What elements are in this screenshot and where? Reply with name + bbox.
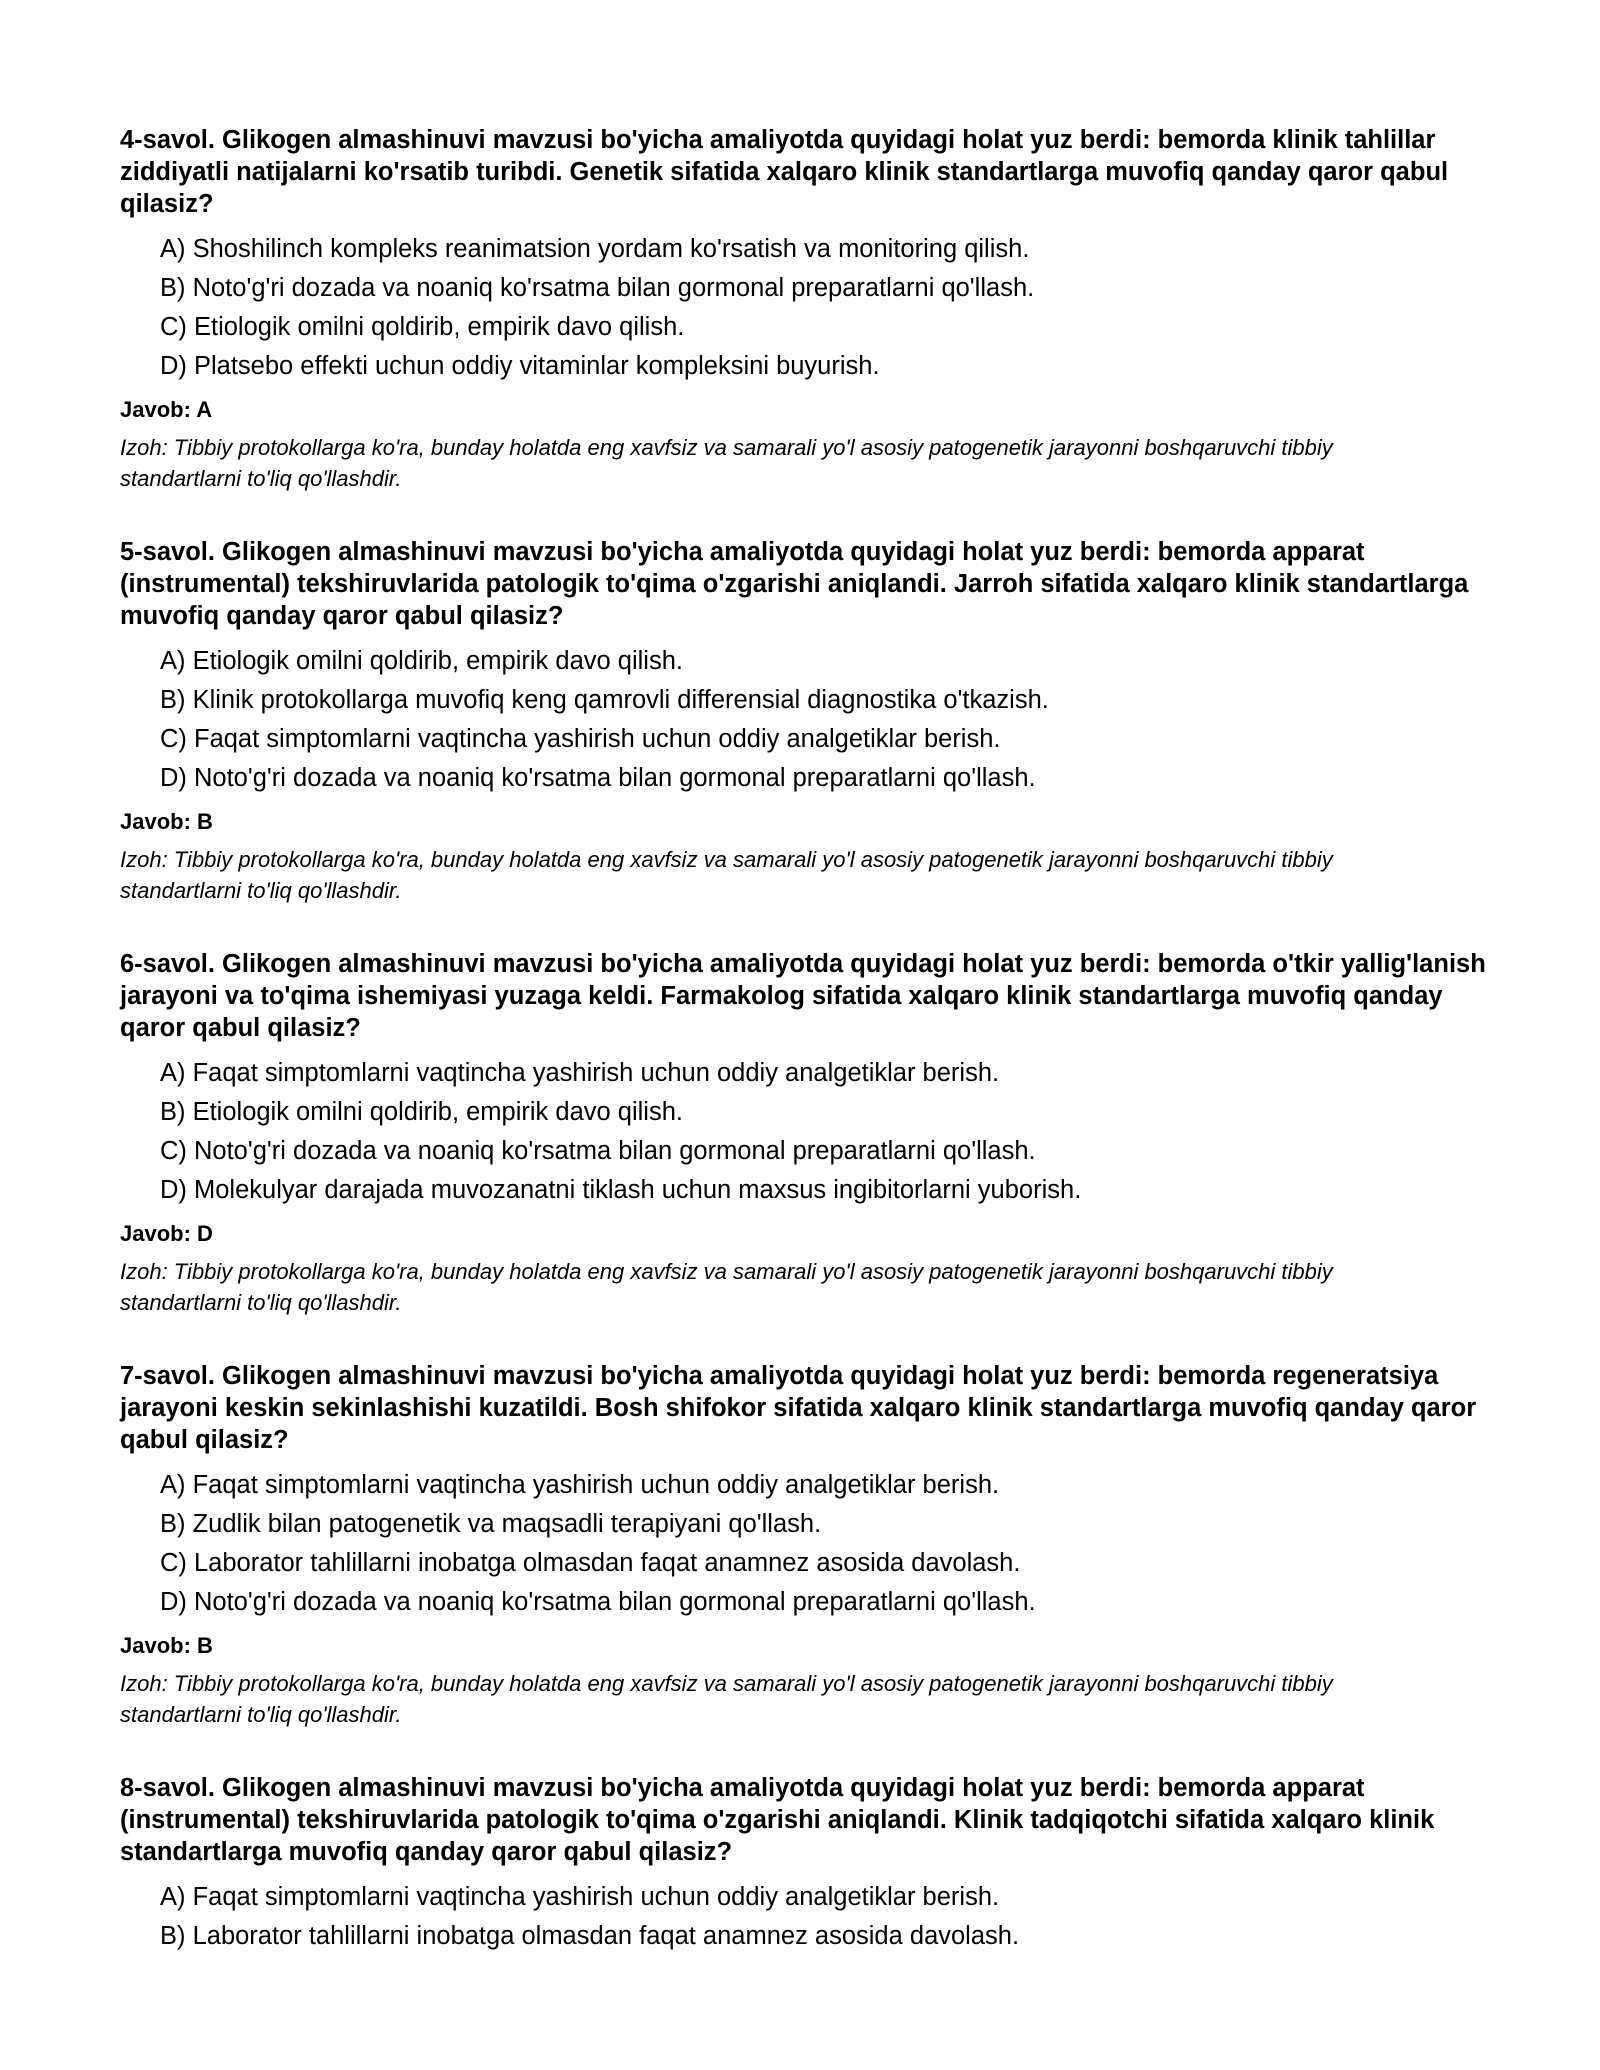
option-c: C) Etiologik omilni qoldirib, empirik davo qilish. [160,313,685,341]
option-a: A) Faqat simptomlarni vaqtincha yashirish uchun oddiy analgetiklar berish. [160,1059,1000,1087]
answer-text: Javob: B [120,809,213,834]
option-c: C) Noto'g'ri dozada va noaniq ko'rsatma bilan gormonal preparatlarni qo'llash. [160,1137,1036,1165]
question-block [120,124,1500,494]
explanation-note: Izoh: Tibbiy protokollarga ko'ra, bunday holatda eng xavfsiz va samarali yo'l asosiy patogenetik jarayonni boshqaruvchi tibbiy standartlarni to'liq qo'llashdir. [120,1259,1333,1315]
explanation-note: Izoh: Tibbiy protokollarga ko'ra, bunday holatda eng xavfsiz va samarali yo'l asosiy patogenetik jarayonni boshqaruvchi tibbiy standartlarni to'liq qo'llashdir. [120,435,1333,491]
question-text: 6-savol. Glikogen almashinuvi mavzusi bo'yicha amaliyotda quyidagi holat yuz berdi: bemorda o'tkir yallig'lanish jarayoni va to'qima ishemiyasi yuzaga keldi. Farmakolog sifatida xalqaro klinik standartlarga muvofiq qanday qaror qabul qilasiz? [120,950,1486,1042]
option-b: B) Klinik protokollarga muvofiq keng qamrovli differensial diagnostika o'tkazish. [160,686,1049,714]
question-block [120,948,1500,1318]
answer-text: Javob: A [120,397,213,422]
explanation-note: Izoh: Tibbiy protokollarga ko'ra, bunday holatda eng xavfsiz va samarali yo'l asosiy patogenetik jarayonni boshqaruvchi tibbiy standartlarni to'liq qo'llashdir. [120,847,1333,903]
answer-text: Javob: B [120,1633,213,1658]
option-d: D) Noto'g'ri dozada va noaniq ko'rsatma bilan gormonal preparatlarni qo'llash. [160,764,1036,792]
answer-text: Javob: D [120,1221,213,1246]
option-d: D) Platsebo effekti uchun oddiy vitaminlar kompleksini buyurish. [160,352,880,380]
option-a: A) Faqat simptomlarni vaqtincha yashirish uchun oddiy analgetiklar berish. [160,1471,1000,1499]
question-block [120,1772,1500,1956]
option-b: B) Zudlik bilan patogenetik va maqsadli terapiyani qo'llash. [160,1510,822,1538]
options-list [120,1466,1500,1622]
question-text: 7-savol. Glikogen almashinuvi mavzusi bo'yicha amaliyotda quyidagi holat yuz berdi: bemorda regeneratsiya jarayoni keskin sekinlashishi kuzatildi. Bosh shifokor sifatida xalqaro klinik standartlarga muvofiq qanday qaror qabul qilasiz? [120,1362,1477,1454]
option-b: B) Laborator tahlillarni inobatga olmasdan faqat anamnez asosida davolash. [160,1922,1020,1950]
question-text: 5-savol. Glikogen almashinuvi mavzusi bo'yicha amaliyotda quyidagi holat yuz berdi: bemorda apparat (instrumental) tekshiruvlarida patologik to'qima o'zgarishi aniqlandi. Jarroh sifatida xalqaro klinik standartlarga muvofiq qanday qaror qabul qilasiz? [120,538,1469,630]
option-a: A) Faqat simptomlarni vaqtincha yashirish uchun oddiy analgetiklar berish. [160,1883,1000,1911]
option-c: C) Faqat simptomlarni vaqtincha yashirish uchun oddiy analgetiklar berish. [160,725,1001,753]
options-list [120,642,1500,798]
option-d: D) Noto'g'ri dozada va noaniq ko'rsatma bilan gormonal preparatlarni qo'llash. [160,1588,1036,1616]
question-text: 8-savol. Glikogen almashinuvi mavzusi bo'yicha amaliyotda quyidagi holat yuz berdi: bemorda apparat (instrumental) tekshiruvlarida patologik to'qima o'zgarishi aniqlandi. Klinik tadqiqotchi sifatida xalqaro klinik standartlarga muvofiq qanday qaror qabul qilasiz? [120,1774,1435,1866]
option-a: A) Etiologik omilni qoldirib, empirik davo qilish. [160,647,683,675]
option-b: B) Noto'g'ri dozada va noaniq ko'rsatma bilan gormonal preparatlarni qo'llash. [160,274,1035,302]
option-c: C) Laborator tahlillarni inobatga olmasdan faqat anamnez asosida davolash. [160,1549,1021,1577]
document-page [120,124,1500,1998]
option-d: D) Molekulyar darajada muvozanatni tiklash uchun maxsus ingibitorlarni yuborish. [160,1176,1082,1204]
question-block [120,1360,1500,1730]
options-list [120,1878,1500,1956]
option-a: A) Shoshilinch kompleks reanimatsion yordam ko'rsatish va monitoring qilish. [160,235,1030,263]
question-block [120,536,1500,906]
options-list [120,230,1500,386]
explanation-note: Izoh: Tibbiy protokollarga ko'ra, bunday holatda eng xavfsiz va samarali yo'l asosiy patogenetik jarayonni boshqaruvchi tibbiy standartlarni to'liq qo'llashdir. [120,1671,1333,1727]
question-text: 4-savol. Glikogen almashinuvi mavzusi bo'yicha amaliyotda quyidagi holat yuz berdi: bemorda klinik tahlillar ziddiyatli natijalarni ko'rsatib turibdi. Genetik sifatida xalqaro klinik standartlarga muvofiq qanday qaror qabul qilasiz? [120,126,1449,218]
options-list [120,1054,1500,1210]
option-b: B) Etiologik omilni qoldirib, empirik davo qilish. [160,1098,683,1126]
